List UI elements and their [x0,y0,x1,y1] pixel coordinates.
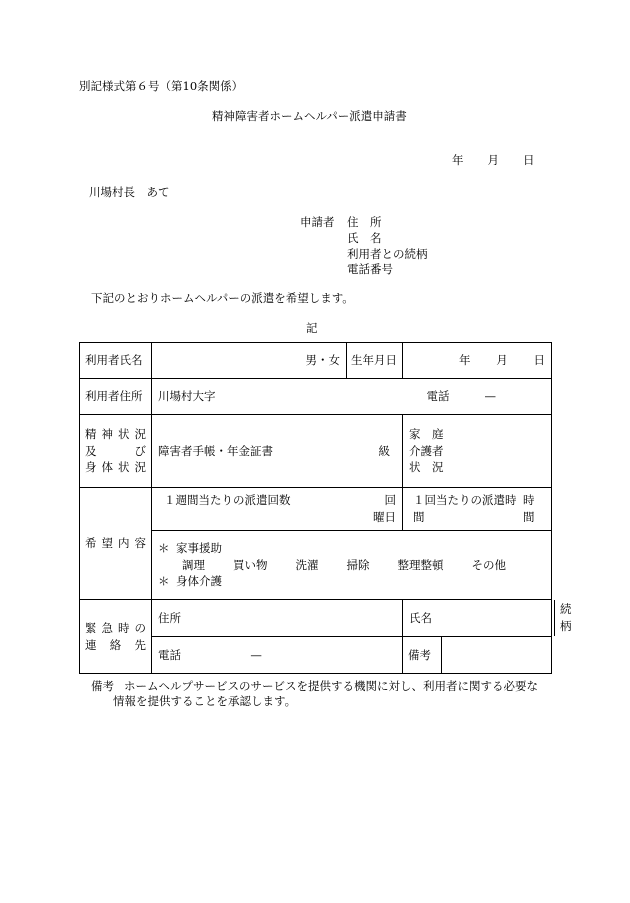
per-visit-hours-field[interactable] [403,488,552,531]
certificate-text: 障害者手帳・年金証書 [158,443,273,458]
form-number: 別記様式第６号（第10条関係） [79,79,244,93]
task-tidying[interactable]: 整理整頓 [397,557,444,572]
gender-option: 男・女 [305,353,340,368]
addressee: 川場村長 あて [89,185,170,199]
condition-label [80,415,152,488]
housework-line [158,540,545,557]
desired-content-label: 希 望 内 容 [80,488,152,600]
physical-care-line [158,573,545,590]
task-list [158,557,545,574]
dob-label: 生年月日 [347,343,403,379]
grade-text: 級 [378,443,390,458]
dob-month: 月 [496,353,508,368]
hours-unit: 時間 [523,493,535,524]
physical-care-label: 身体介護 [176,574,222,589]
date-month: 月 [487,153,499,167]
ki-heading: 記 [306,321,318,335]
emergency-phone-label: 電話 [158,647,181,662]
weekly-frequency-field[interactable] [152,488,403,531]
emergency-contact-label: 緊 急 時 の 連 絡 先 [80,600,152,674]
footnote-line2: 情報を提供することを承認します。 [113,694,297,708]
table-row-emergency-contact [80,600,552,637]
user-name-label: 利用者氏名 [80,343,152,379]
intro-text: 下記のとおりホームヘルパーの派遣を希望します。 [91,291,354,305]
user-address-field[interactable] [152,379,552,415]
emergency-relationship-field[interactable] [555,600,577,636]
emergency-relationship-label: 続柄 [560,602,572,633]
weekday-label: 曜日 [373,509,396,524]
applicant-phone-label: 電話番号 [347,262,393,276]
user-address-label: 利用者住所 [80,379,152,415]
remarks-label: 備考 [403,637,442,673]
user-name-field[interactable] [152,343,347,379]
date-day: 日 [523,153,535,167]
user-phone-label: 電話 [426,389,450,404]
task-shopping[interactable]: 買い物 [233,557,268,572]
emergency-address-field[interactable] [152,600,403,637]
remarks-cell [403,637,552,674]
emergency-phone-field[interactable] [152,637,403,674]
table-row-condition [80,415,552,488]
date-year: 年 [452,153,464,167]
application-table [79,342,572,674]
emergency-name-cell [403,600,572,637]
document-title: 精神障害者ホームヘルパー派遣申請書 [212,109,407,123]
application-date [452,152,535,168]
condition-label-line3: 身 体 状 況 [85,460,146,475]
user-address-prefix: 川場村大字 [158,389,216,404]
task-laundry[interactable]: 洗濯 [295,557,319,572]
housework-label: 家事援助 [176,540,222,555]
condition-label-line2: 及 び [85,443,146,458]
footnote-line1: ホームヘルプサービスのサービスを提供する機関に対し、利用者に関する必要な [124,679,538,693]
family-line3: 状 況 [409,460,444,475]
per-visit-label: １回当たりの派遣時間 [413,493,517,524]
footnote-label: 備考 [91,679,114,693]
emergency-address-label: 住所 [158,610,181,625]
family-line1: 家 庭 [409,426,444,441]
emergency-name-field[interactable] [403,600,555,636]
times-unit: 回 [384,493,396,507]
task-cooking[interactable]: 調理 [182,557,205,572]
dob-field[interactable] [403,343,552,379]
certificate-field[interactable] [152,415,403,488]
housework-mark: ＊ [158,540,170,555]
applicant-name-label: 氏 名 [347,231,382,245]
table-row-desired-frequency [80,488,552,531]
family-caregiver-field[interactable] [403,415,552,488]
service-types-field[interactable] [152,531,552,600]
applicant-address-label: 住 所 [347,215,382,229]
applicant-relationship-label: 利用者との続柄 [347,247,428,261]
remarks-field[interactable] [442,637,551,673]
family-line2: 介護者 [409,443,444,458]
applicant-label: 申請者 [300,215,335,229]
task-other[interactable]: その他 [471,557,506,572]
table-row-user-address [80,379,552,415]
emergency-phone-dash: — [250,647,262,662]
user-phone-dash: — [484,389,496,404]
table-row-user-name [80,343,552,379]
dob-day: 日 [533,353,545,368]
physical-care-mark: ＊ [158,574,170,589]
emergency-name-label: 氏名 [409,610,432,625]
task-cleaning[interactable]: 掃除 [346,557,370,572]
weekly-frequency-label: １週間当たりの派遣回数 [164,493,291,507]
dob-year: 年 [459,353,471,368]
condition-label-line1: 精 神 状 況 [85,426,146,441]
